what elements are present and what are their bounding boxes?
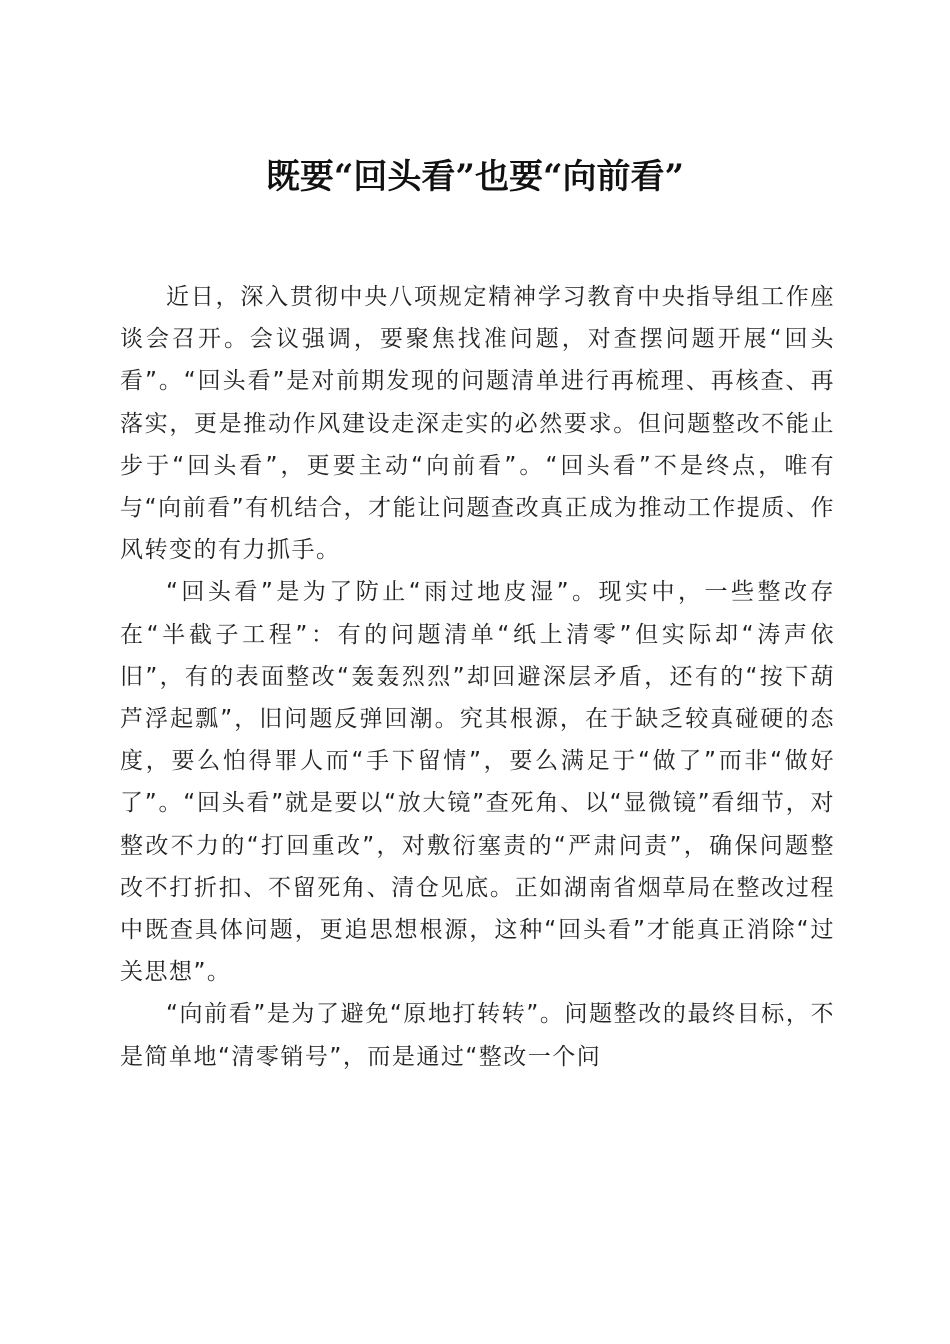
document-title: 既要“回头看”也要“向前看” <box>265 157 685 197</box>
document-body <box>120 276 835 1078</box>
paragraph-look-back: “回头看”是为了防止“雨过地皮湿”。现实中，一些整改存在“半截子工程”：有的问题清单“纸上清零”但实际却“涛声依旧”，有的表面整改“轰轰烈烈”却回避深层矛盾，还有的“按下葫芦浮起瓢”，旧问题反弹回潮。究其根源，在于缺乏较真碰硬的态度，要么怕得罪人而“手下留情”，要么满足于“做了”而非“做好了”。“回头看”就是要以“放大镜”查死角、以“显微镜”看细节，对整改不力的“打回重改”，对敷衍塞责的“严肃问责”，确保问题整改不打折扣、不留死角、清仓见底。正如湖南省烟草局在整改过程中既查具体问题，更追思想根源，这种“回头看”才能真正消除“过关思想”。 <box>120 579 835 986</box>
paragraph-look-forward: “向前看”是为了避免“原地打转转”。问题整改的最终目标，不是简单地“清零销号”，而是通过“整改一个问 <box>120 1001 835 1070</box>
paragraph-intro: 近日，深入贯彻中央八项规定精神学习教育中央指导组工作座谈会召开。会议强调，要聚焦找准问题，对查摆问题开展“回头看”。“回头看”是对前期发现的问题清单进行再梳理、再核查、再落实，更是推动作风建设走深走实的必然要求。但问题整改不能止步于“回头看”，更要主动“向前看”。“回头看”不是终点，唯有与“向前看”有机结合，才能让问题查改真正成为推动工作提质、作风转变的有力抓手。 <box>120 284 835 564</box>
